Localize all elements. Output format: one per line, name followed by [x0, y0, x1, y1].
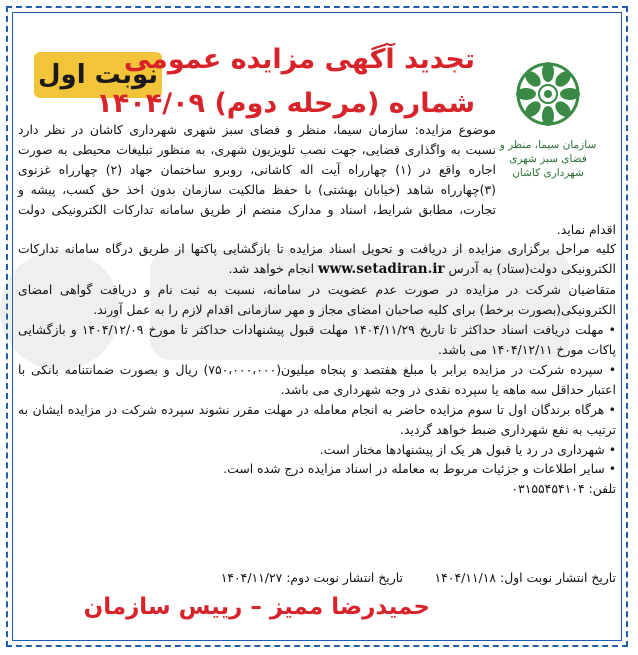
first-publish-date: تاریخ انتشار نوبت اول: ۱۴۰۴/۱۱/۱۸: [434, 570, 616, 585]
logo-spacer: [496, 120, 616, 200]
insertion-badge: نوبت اول: [34, 52, 162, 98]
publish-dates: [40, 570, 616, 585]
process-text-before: کلیه مراحل برگزاری مزایده از دریافت و تحویل اسناد مزایده تا بازگشایی پاکتها از طریق درگاه سامانه تدارکات الکترونیکی دولت(ستاد) به آدرس: [18, 241, 616, 277]
applicants-paragraph: متقاضیان شرکت در مزایده در صورت عدم عضویت در سامانه، نسبت به ثبت نام و دریافت گواهی امضای الکترونیکی(بصورت برخط) برای کلیه صاحبان امضای مجاز و مهر سازمانی اقدام لازم را به عمل آورند.: [18, 282, 616, 318]
process-text-after: انجام خواهد شد.: [228, 261, 315, 277]
signature: حمیدرضا ممیز – رییس سازمان: [83, 594, 430, 620]
ad-number: شماره (مرحله دوم) ۱۴۰۴/۰۹: [96, 88, 475, 119]
bullet-item-deadlines: • مهلت دریافت اسناد حداکثر تا تاریخ ۱۴۰۴/۱۱/۲۹ مهلت قبول پیشنهادات حداکثر تا مورخ ۱۴۰۴/۱۲/۰۹ و بازگشایی پاکات مورخ ۱۴۰۴/۱۲/۱۱ می باشد.: [18, 320, 616, 360]
bullet-item-acceptance: • شهرداری در رد یا قبول هر یک از پیشنهادها مختار است.: [18, 440, 616, 460]
setad-url-link[interactable]: www.setadiran.ir: [318, 261, 445, 278]
process-paragraph: [18, 239, 616, 280]
phone-number: تلفن: ۰۳۱۵۵۴۵۴۱۰۴: [511, 481, 616, 497]
bullet-item-deposit: • سپرده شرکت در مزایده برابر با مبلغ هفتصد و پنجاه میلیون(۷۵۰،۰۰۰،۰۰۰) ریال و بصورت ضمانتنامه بانکی با اعتبار حداقل سه ماهه یا سپرده نقدی در وجه شهرداری می باشد.: [18, 360, 616, 400]
second-publish-date: تاریخ انتشار نوبت دوم: ۱۴۰۴/۱۱/۲۷: [220, 570, 403, 585]
ad-body: [18, 120, 616, 499]
bullet-item-winners: • هرگاه برندگان اول تا سوم مزایده حاضر به انجام معامله در مهلت مقرر نشوند سپرده شرکت در مزایده ایشان به ترتیب به نفع شهرداری ضبط خواهد گردید.: [18, 400, 616, 440]
ad-title: تجدید آگهی مزایده عمومی: [123, 44, 475, 75]
logo-caption: سازمان سیما، منظر و فضای سبز شهری شهرداری کاشان: [499, 139, 597, 179]
bullet-item-details: • سایر اطلاعات و جزئیات مربوط به معامله در اسناد مزایده درج شده است.: [18, 459, 616, 479]
subject-paragraph: موضوع مزایده: سازمان سیما، منظر و فضای سبز شهری شهرداری کاشان در نظر دارد نسبت به واگذاری فضایی، جهت نصب تلویزیون شهری، به منظور تبلیغات محیطی به صورت اجاره واقع در (۱) چهارراه آیت اله کاشانی، روبرو ساختمان جهاد (۲) چهارراه غزنوی (۳)چهارراه شاهد (خیابان بهشتی) با حفظ مالکیت سازمان بدون اخذ حق کسب، پیشه و تجارت، مطابق شرایط، اسناد و مدارک منضم از طریق سامانه تدارکات الکترونیکی دولت اقدام نماید.: [18, 122, 616, 237]
